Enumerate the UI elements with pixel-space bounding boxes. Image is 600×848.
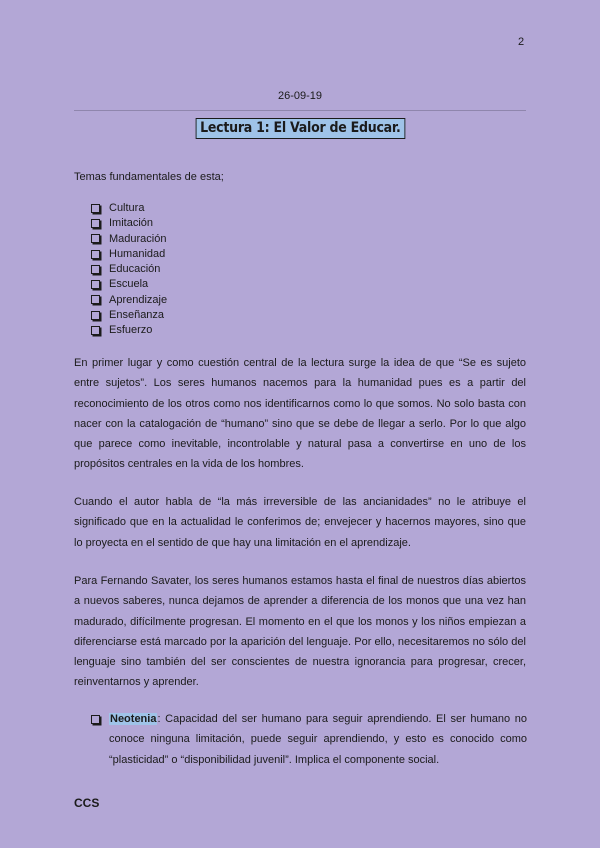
checkbox-bullet-icon <box>91 250 100 259</box>
list-item: Esfuerzo <box>91 323 167 338</box>
list-item: Cultura <box>91 201 167 216</box>
paragraph-savater: Para Fernando Savater, los seres humanos estamos hasta el final de nuestros días abiertos a nuevos saberes, nunca dejamos de aprender a diferencia de los monos que una vez han madurado, difícilmente progresan. El momento en el que los monos y los niños empiezan a diferenciarse está marcado por la aparición del lenguaje. Por ello, necesitaremos no sólo del lenguaje sino también del ser conscientes de nuestra ignorancia para progresar, crecer, reinventarnos y aprender. <box>74 575 526 689</box>
neotenia-text: : Capacidad del ser humano para seguir aprendiendo. El ser humano no conoce ninguna limitación, puede seguir aprendiendo, y esto es conocido como “plasticidad” o “disponibilidad juvenil”. Implica el componente social. <box>109 713 527 766</box>
list-item: Humanidad <box>91 247 167 262</box>
header-divider <box>74 110 526 111</box>
title-container <box>0 118 600 139</box>
list-item: Maduración <box>91 232 167 247</box>
list-item: Educación <box>91 262 167 277</box>
paragraph-ancianidad: Cuando el autor habla de “la más irreversible de las ancianidades” no le atribuye el significado que en la actualidad le conferimos de; envejecer y hacernos mayores, sino que lo proyecta en el sentido de que hay una limitación en el aprendizaje. <box>74 496 526 549</box>
topic-list <box>91 201 167 339</box>
checkbox-bullet-icon <box>91 326 100 335</box>
footer-initials: CCS <box>74 796 100 810</box>
checkbox-bullet-icon <box>91 234 100 243</box>
topics-intro: Temas fundamentales de esta; <box>74 171 224 183</box>
lecture-title: Lectura 1: El Valor de Educar. <box>195 118 404 139</box>
neotenia-item <box>91 709 527 770</box>
checkbox-bullet-icon <box>91 265 100 274</box>
page-number: 2 <box>518 36 525 48</box>
checkbox-bullet-icon <box>91 311 100 320</box>
checkbox-bullet-icon <box>91 715 100 724</box>
list-item: Escuela <box>91 277 167 292</box>
list-item: Enseñanza <box>91 308 167 323</box>
checkbox-bullet-icon <box>91 219 100 228</box>
checkbox-bullet-icon <box>91 280 100 289</box>
checkbox-bullet-icon <box>91 295 100 304</box>
checkbox-bullet-icon <box>91 204 100 213</box>
neotenia-term: Neotenia <box>110 713 157 725</box>
paragraph-subject: En primer lugar y como cuestión central de la lectura surge la idea de que “Se es sujeto entre sujetos”. Los seres humanos nacemos para la humanidad pues es a partir del reconocimiento de los otros como nos identificarnos como lo que somos. No solo basta con nacer con la catalogación de “humano” sino que se debe de llegar a serlo. Por lo que algo que parece como inevitable, incontrolable y natural pasa a convertirse en uno de los propósitos centrales en la vida de los hombres. <box>74 357 526 471</box>
document-date: 26-09-19 <box>277 90 323 102</box>
list-item: Imitación <box>91 216 167 231</box>
list-item: Aprendizaje <box>91 293 167 308</box>
neotenia-definition <box>109 709 527 770</box>
